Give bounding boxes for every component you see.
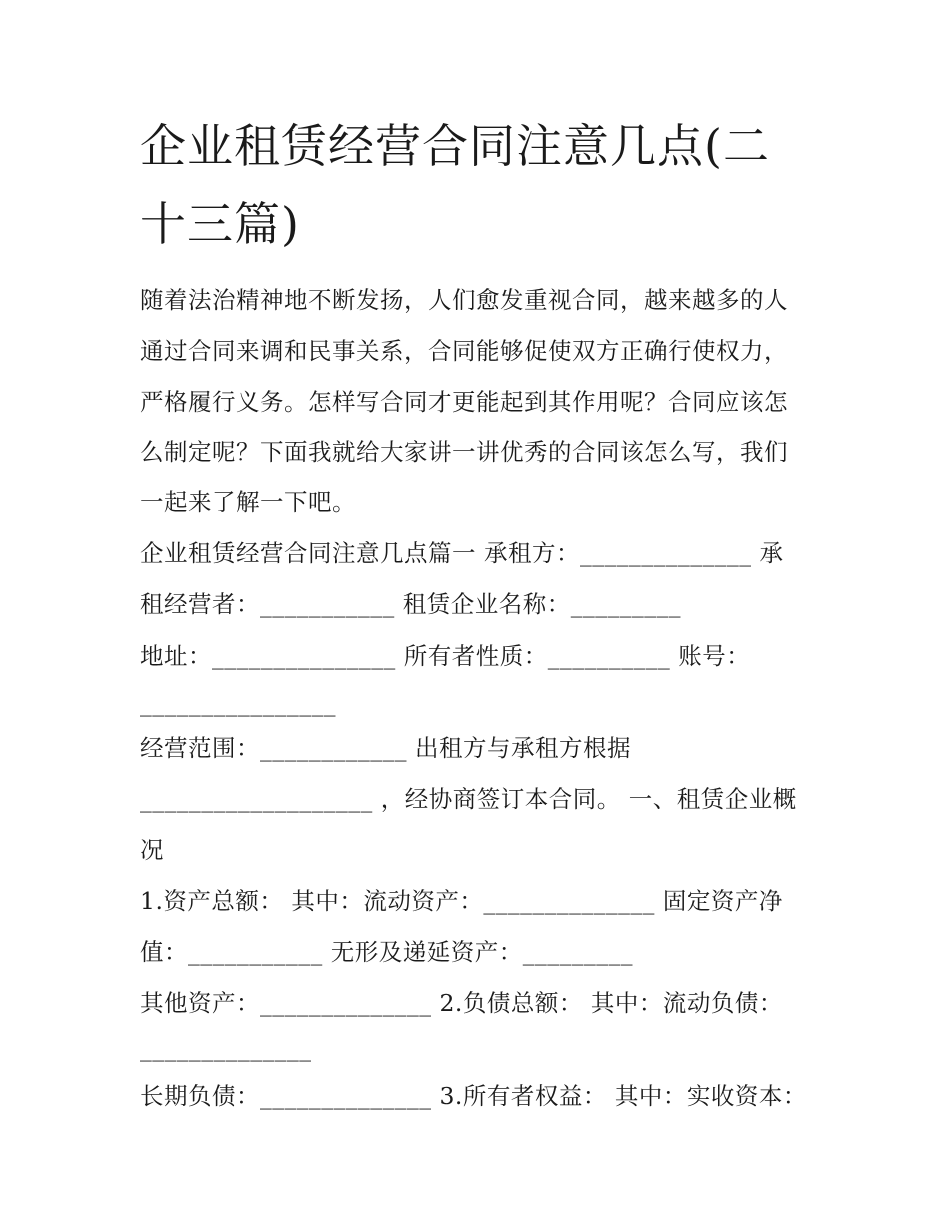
body-line-7: 况 — [140, 836, 164, 864]
intro-line-5: 一起来了解一下吧。 — [140, 488, 356, 516]
body-line-4: ________________ — [140, 689, 336, 717]
body-line-6: ___________________ ，经协商签订本合同。 一、租赁企业概 — [140, 785, 797, 813]
body-line-12: 长期负债：______________ 3.所有者权益： 其中：实收资本： — [140, 1082, 807, 1110]
body-line-3: 地址：_______________ 所有者性质：__________ 账号： — [140, 642, 751, 670]
document-title-line-2: 十三篇) — [140, 197, 300, 251]
intro-line-2: 通过合同来调和民事关系，合同能够促使双方正确行使权力， — [140, 337, 788, 365]
body-line-10: 其他资产：______________ 2.负债总额： 其中：流动负债： — [140, 989, 783, 1017]
intro-line-1: 随着法治精神地不断发扬，人们愈发重视合同，越来越多的人 — [140, 286, 788, 314]
document-title-line-1: 企业租赁经营合同注意几点(二 — [140, 119, 770, 173]
body-line-1: 企业租赁经营合同注意几点篇一 承租方：______________ 承 — [140, 539, 784, 567]
intro-line-3: 严格履行义务。怎样写合同才更能起到其作用呢？合同应该怎 — [140, 388, 788, 416]
body-line-2: 租经营者：___________ 租赁企业名称：_________ — [140, 590, 681, 618]
body-line-8: 1.资产总额： 其中：流动资产：______________ 固定资产净 — [140, 887, 783, 915]
body-line-11: ______________ — [140, 1034, 312, 1062]
intro-line-4: 么制定呢？下面我就给大家讲一讲优秀的合同该怎么写，我们 — [140, 438, 788, 466]
body-line-9: 值：___________ 无形及递延资产：_________ — [140, 938, 633, 966]
body-line-5: 经营范围：____________ 出租方与承租方根据 — [140, 734, 631, 762]
